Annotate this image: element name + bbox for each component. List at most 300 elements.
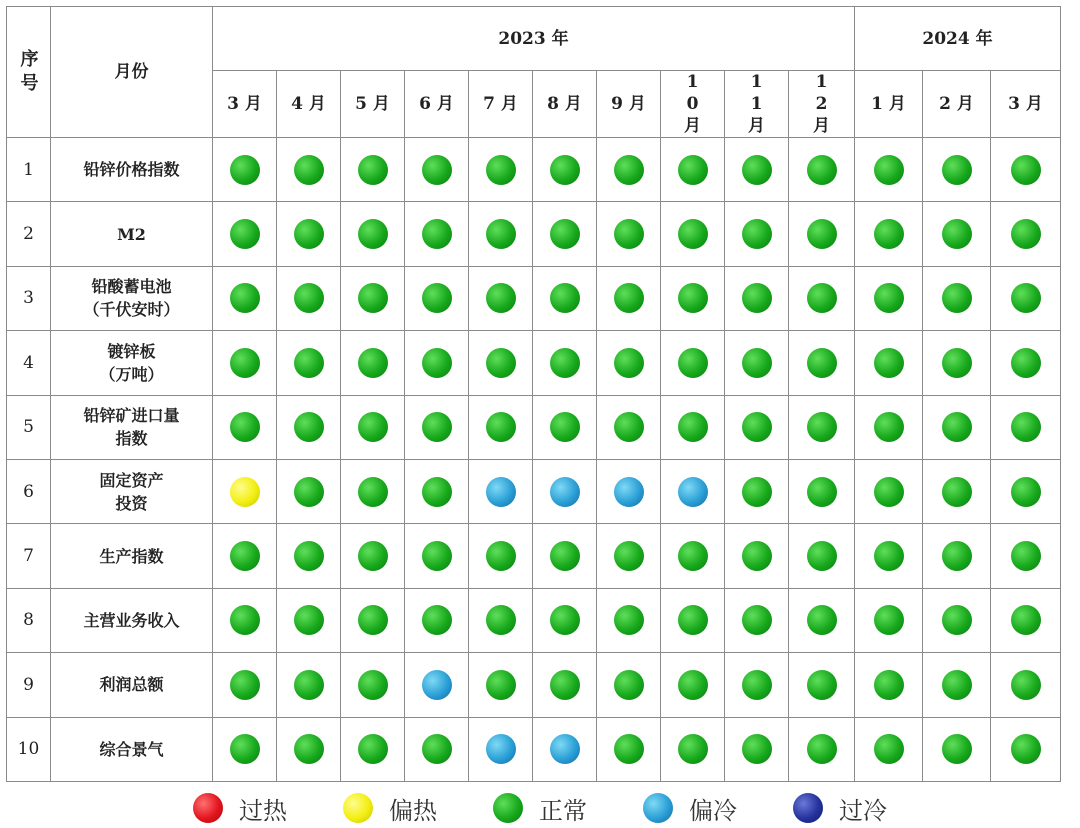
status-cell [341,202,405,266]
status-dot-cool [678,477,708,507]
row-number: 9 [7,653,51,717]
status-dot-normal [486,670,516,700]
month-header-cell [213,71,277,138]
month-header-cell [533,71,597,138]
status-dot-normal [807,155,837,185]
status-dot-normal [230,412,260,442]
indicator-name: 生产指数 [51,524,213,588]
status-dot-normal [874,734,904,764]
status-cell [277,459,341,523]
status-cell [991,266,1061,330]
month-header: 月份 [114,62,149,82]
status-dot-normal [614,734,644,764]
status-cell [661,653,725,717]
status-dot-normal [807,477,837,507]
status-cell [725,266,789,330]
status-cell [855,202,923,266]
month-header-cell [341,71,405,138]
status-cell [405,138,469,202]
status-dot-normal [742,348,772,378]
status-cell [597,138,661,202]
status-dot-normal [874,605,904,635]
status-dot-normal [550,219,580,249]
row-number: 5 [7,395,51,459]
status-cell [277,717,341,781]
month-label: 1 月 [871,94,906,114]
month-header-cell [923,71,991,138]
status-dot-normal [550,155,580,185]
table-row [7,266,1061,330]
status-cell [533,331,597,395]
status-dot-normal [742,734,772,764]
status-cell [991,138,1061,202]
status-dot-normal [742,412,772,442]
status-dot-cool [486,477,516,507]
status-dot-normal [550,348,580,378]
status-dot-normal [230,219,260,249]
status-cell [855,717,923,781]
status-cell [661,717,725,781]
status-cell [213,331,277,395]
month-header-cell [855,71,923,138]
status-cell [277,138,341,202]
status-cell [469,395,533,459]
status-dot-normal [1011,541,1041,571]
year-header-2023 [213,7,855,71]
month-header-cell [405,71,469,138]
status-dot-normal [742,605,772,635]
status-cell [277,202,341,266]
status-dot-normal [807,348,837,378]
status-cell [213,266,277,330]
status-dot-normal [678,670,708,700]
status-dot-normal [874,541,904,571]
status-dot-normal [807,734,837,764]
status-dot-normal [942,670,972,700]
status-cell [991,331,1061,395]
status-cell [661,138,725,202]
status-dot-normal [807,412,837,442]
month-label: 5 月 [355,94,390,114]
status-cell [341,717,405,781]
status-cell [341,588,405,652]
status-dot-normal [614,348,644,378]
status-dot-normal [678,219,708,249]
status-cell [341,266,405,330]
status-cell [923,202,991,266]
status-grid [6,6,1061,782]
status-cell [923,524,991,588]
status-dot-normal [1011,219,1041,249]
status-cell [855,138,923,202]
status-dot-normal [294,670,324,700]
status-cell [533,524,597,588]
status-dot-warm [230,477,260,507]
status-cell [213,138,277,202]
status-cell [469,524,533,588]
status-cell [533,588,597,652]
status-dot-normal [422,219,452,249]
indicator-name: 铅酸蓄电池 （千伏安时） [51,266,213,330]
status-cell [277,266,341,330]
status-dot-normal [422,605,452,635]
status-cell [725,331,789,395]
month-label: 3 月 [1008,94,1043,114]
row-number: 8 [7,588,51,652]
legend-item-normal [493,791,587,826]
status-cell [213,395,277,459]
status-cell [597,653,661,717]
status-dot-normal [742,670,772,700]
legend-label: 偏冷 [689,796,737,825]
status-dot-normal [1011,155,1041,185]
legend-dot-cool [643,793,673,823]
year-label: 2023 年 [498,28,569,49]
status-dot-normal [294,155,324,185]
status-dot-normal [486,348,516,378]
status-cell [923,459,991,523]
status-cell [789,717,855,781]
status-cell [341,395,405,459]
status-dot-normal [1011,605,1041,635]
status-cell [923,266,991,330]
status-dot-normal [294,348,324,378]
status-dot-normal [358,155,388,185]
month-header-cell [725,71,789,138]
status-cell [661,395,725,459]
status-dot-normal [358,219,388,249]
year-header-2024 [855,7,1061,71]
status-cell [789,202,855,266]
status-cell [469,588,533,652]
legend-dot-normal [493,793,523,823]
month-label: 6 月 [419,94,454,114]
status-dot-normal [942,155,972,185]
status-dot-normal [874,348,904,378]
status-dot-normal [614,670,644,700]
status-dot-normal [422,155,452,185]
status-cell [405,331,469,395]
status-cell [855,331,923,395]
status-cell [991,459,1061,523]
status-cell [597,395,661,459]
status-cell [991,588,1061,652]
indicator-name: 铅锌矿进口量 指数 [51,395,213,459]
legend-item-cold [793,791,887,826]
status-dot-normal [614,541,644,571]
table-row [7,653,1061,717]
status-cell [341,138,405,202]
status-dot-normal [358,412,388,442]
status-cell [991,653,1061,717]
legend-item-warm [343,791,437,826]
status-cell [725,395,789,459]
status-dot-cool [422,670,452,700]
status-cell [661,459,725,523]
status-cell [213,653,277,717]
status-cell [789,459,855,523]
status-cell [469,653,533,717]
status-cell [405,717,469,781]
status-dot-normal [678,155,708,185]
status-dot-normal [874,477,904,507]
status-dot-normal [230,348,260,378]
status-cell [597,202,661,266]
status-dot-normal [486,283,516,313]
status-dot-normal [422,348,452,378]
status-dot-normal [942,605,972,635]
status-cell [469,717,533,781]
status-dot-normal [942,477,972,507]
status-dot-normal [1011,412,1041,442]
status-dot-normal [742,155,772,185]
status-dot-normal [807,541,837,571]
status-cell [923,588,991,652]
status-dot-normal [422,412,452,442]
status-cell [725,459,789,523]
month-header-cell [277,71,341,138]
month-label: 10 月 [684,72,701,136]
status-cell [789,395,855,459]
status-cell [597,524,661,588]
status-dot-normal [1011,348,1041,378]
status-cell [213,588,277,652]
status-cell [277,653,341,717]
status-dot-normal [678,605,708,635]
status-cell [469,331,533,395]
status-cell [405,202,469,266]
month-header-cell [661,71,725,138]
table-row [7,588,1061,652]
legend-label: 过热 [239,796,287,825]
status-dot-normal [230,541,260,571]
status-cell [597,717,661,781]
status-dot-normal [614,219,644,249]
status-cell [855,459,923,523]
status-dot-normal [1011,477,1041,507]
status-cell [405,653,469,717]
status-dot-normal [294,477,324,507]
status-cell [991,202,1061,266]
status-dot-normal [742,541,772,571]
indicator-name: 铅锌价格指数 [51,138,213,202]
month-header-cell [597,71,661,138]
status-cell [661,588,725,652]
month-label: 11 月 [748,72,765,136]
status-cell [789,138,855,202]
status-dot-normal [230,734,260,764]
status-dot-normal [230,670,260,700]
status-cell [855,266,923,330]
row-number: 10 [7,717,51,781]
status-cell [533,202,597,266]
status-dot-normal [230,605,260,635]
month-label: 4 月 [291,94,326,114]
status-dot-normal [874,412,904,442]
status-dot-normal [614,412,644,442]
status-dot-normal [678,348,708,378]
seq-header: 序号 [20,49,39,94]
status-dot-normal [807,283,837,313]
month-header-cell [991,71,1061,138]
legend-label: 过冷 [839,796,887,825]
status-dot-normal [942,734,972,764]
indicator-name: 主营业务收入 [51,588,213,652]
month-label: 9 月 [611,94,646,114]
status-cell [341,524,405,588]
status-cell [789,331,855,395]
status-cell [597,331,661,395]
legend [0,788,1080,828]
status-dot-normal [422,477,452,507]
status-dot-normal [422,734,452,764]
status-dot-normal [230,283,260,313]
status-cell [341,653,405,717]
status-cell [469,138,533,202]
row-number: 3 [7,266,51,330]
status-dot-normal [742,283,772,313]
status-dot-normal [358,605,388,635]
status-cell [597,459,661,523]
status-dot-cool [550,734,580,764]
status-dot-normal [358,734,388,764]
status-dot-normal [614,155,644,185]
month-header-cell [789,71,855,138]
status-dot-normal [294,283,324,313]
status-dot-normal [358,670,388,700]
status-dot-normal [807,670,837,700]
status-cell [661,202,725,266]
table-row [7,331,1061,395]
status-cell [277,395,341,459]
status-dot-normal [942,541,972,571]
status-cell [661,524,725,588]
status-cell [661,331,725,395]
status-cell [469,266,533,330]
status-cell [725,717,789,781]
status-cell [923,717,991,781]
status-cell [991,524,1061,588]
status-cell [789,266,855,330]
legend-item-cool [643,791,737,826]
status-cell [597,588,661,652]
status-dot-normal [1011,283,1041,313]
status-dot-normal [486,155,516,185]
status-cell [213,459,277,523]
status-dot-normal [550,412,580,442]
year-label: 2024 年 [922,28,993,49]
status-cell [469,459,533,523]
status-dot-normal [807,219,837,249]
status-dot-normal [486,219,516,249]
row-number: 1 [7,138,51,202]
month-label: 7 月 [483,94,518,114]
status-cell [923,395,991,459]
status-cell [405,524,469,588]
status-cell [533,395,597,459]
status-dot-normal [942,348,972,378]
status-dot-normal [358,477,388,507]
status-dot-normal [678,412,708,442]
status-cell [855,524,923,588]
indicator-name: M2 [51,202,213,266]
indicator-name: 镀锌板 （万吨） [51,331,213,395]
status-dot-normal [358,283,388,313]
status-cell [725,588,789,652]
status-cell [923,138,991,202]
status-cell [405,588,469,652]
status-dot-normal [874,670,904,700]
status-dot-normal [942,412,972,442]
table-row [7,717,1061,781]
status-cell [405,395,469,459]
status-cell [533,459,597,523]
status-cell [277,524,341,588]
status-dot-normal [358,348,388,378]
status-dot-normal [358,541,388,571]
status-cell [213,524,277,588]
status-cell [213,717,277,781]
status-cell [277,331,341,395]
month-label: 3 月 [227,94,262,114]
status-cell [855,395,923,459]
indicator-name: 利润总额 [51,653,213,717]
status-cell [923,331,991,395]
status-dot-normal [678,541,708,571]
legend-dot-cold [793,793,823,823]
legend-label: 偏热 [389,796,437,825]
status-dot-normal [550,605,580,635]
status-cell [277,588,341,652]
table-row [7,138,1061,202]
status-cell [213,202,277,266]
status-cell [855,653,923,717]
status-cell [855,588,923,652]
row-number: 7 [7,524,51,588]
status-cell [725,138,789,202]
status-dot-normal [614,283,644,313]
status-cell [597,266,661,330]
status-dot-normal [874,283,904,313]
status-cell [725,653,789,717]
status-dot-normal [422,283,452,313]
legend-label: 正常 [539,796,587,825]
status-cell [789,653,855,717]
status-cell [405,459,469,523]
row-number: 2 [7,202,51,266]
status-dot-normal [742,477,772,507]
status-dot-normal [294,605,324,635]
month-header-cell [469,71,533,138]
status-dot-normal [550,541,580,571]
status-cell [533,138,597,202]
status-dot-normal [807,605,837,635]
status-dot-normal [1011,670,1041,700]
status-dot-normal [874,155,904,185]
status-cell [533,717,597,781]
status-dot-normal [550,283,580,313]
status-cell [661,266,725,330]
status-dot-normal [942,283,972,313]
status-dot-cool [614,477,644,507]
status-dot-normal [486,605,516,635]
status-dot-normal [486,412,516,442]
status-dot-cool [550,477,580,507]
status-cell [725,524,789,588]
status-dot-normal [678,283,708,313]
status-dot-normal [1011,734,1041,764]
table-row [7,524,1061,588]
